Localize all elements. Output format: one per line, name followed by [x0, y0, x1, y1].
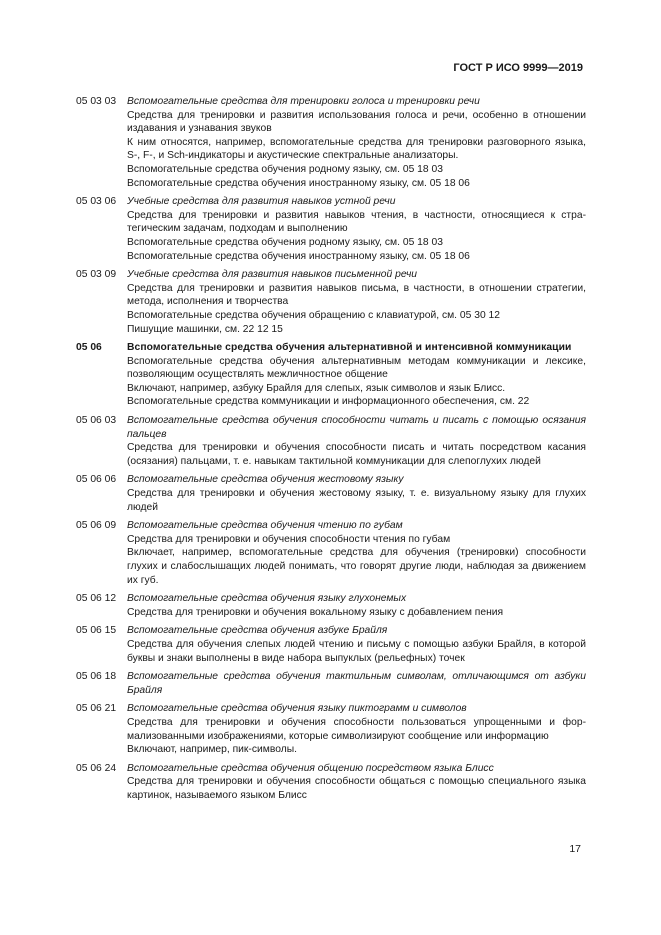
entry-paragraph: Средства для тренировки и обучения способности писать и читать посредством касания (осязания) пальцами, т. е. навыкам тактильной коммуникации для слепоглухих людей	[127, 442, 586, 467]
classification-entry	[76, 341, 586, 409]
entry-paragraph: Вспомогательные средства обучения обращению с клавиатурой, см. 05 30 12	[127, 309, 500, 321]
entry-title: Вспомогательные средства обучения жестовому языку	[127, 474, 404, 486]
entry-title: Учебные средства для развития навыков письменной речи	[127, 269, 418, 281]
entry-title: Вспомогательные средства обучения альтернативной и интенсивной коммуникации	[127, 342, 572, 354]
entry-body	[127, 95, 586, 190]
entry-title: Вспомогательные средства обучения языку пиктограмм и символов	[127, 703, 467, 715]
entry-body	[127, 473, 586, 514]
entry-paragraph: Средства для тренировки и обучения способности чтения по губам	[127, 533, 451, 545]
classification-entry	[76, 624, 586, 665]
entry-paragraph: Средства для обучения слепых людей чтению и письму с помощью азбуки Брайля, в которой буквы и знаки выполнены в виде набора выпуклых (рельефных) точек	[127, 638, 586, 664]
classification-entry	[76, 473, 586, 514]
entry-code: 05 06 24	[76, 762, 117, 774]
entry-body	[127, 702, 586, 756]
entry-paragraph: Средства для тренировки и развития навыков чтения, в частности, относящиеся к стратегическим задачам, подходам и выполнению	[127, 209, 586, 235]
entry-title: Учебные средства для развития навыков устной речи	[127, 196, 396, 208]
entry-paragraph: Включают, например, азбуку Брайля для слепых, язык символов и язык Блисс.	[127, 382, 506, 394]
entry-code: 05 06 12	[76, 593, 117, 605]
classification-entry	[76, 670, 586, 697]
classification-entry	[76, 592, 586, 619]
entry-title: Вспомогательные средства обучения тактильным символам, отличающимся от азбуки Брайля	[127, 671, 586, 696]
entry-title: Вспомогательные средства для тренировки голоса и тренировки речи	[127, 96, 480, 107]
classification-entry	[76, 268, 586, 336]
entry-paragraph: Включают, например, пик-символы.	[127, 744, 297, 756]
entry-code: 05 06	[76, 342, 102, 354]
entry-paragraph: Вспомогательные средства обучения альтернативным методам коммуникации и лексике, позволяющим осуществлять межличностное общение	[127, 355, 586, 381]
entry-code: 05 06 18	[76, 671, 117, 683]
entry-paragraph: К ним относятся, например, вспомогательные средства для тренировки разговорного языка, S-, F-, и Sch-индикаторы и акустические спектральные анализаторы.	[127, 136, 586, 162]
entry-paragraph: Пишущие машинки, см. 22 12 15	[127, 323, 283, 335]
entry-paragraph: Вспомогательные средства обучения родному языку, см. 05 18 03	[127, 236, 443, 248]
classification-entry	[76, 702, 586, 756]
entry-body	[127, 624, 586, 665]
entry-body	[127, 268, 586, 336]
entry-paragraph: Вспомогательные средства обучения иностранному языку, см. 05 18 06	[127, 177, 470, 189]
classification-entry	[76, 414, 586, 468]
entry-body	[127, 519, 586, 587]
page-number: 17	[569, 843, 581, 855]
document-body	[76, 95, 586, 808]
entry-title: Вспомогательные средства обучения способности читать и писать с помощью осязания пальцев	[127, 415, 586, 440]
entry-paragraph: Средства для тренировки и развития навыков письма, в частности, в отношении стратегии, метода, исполнения и творчества	[127, 282, 586, 308]
entry-body	[127, 195, 586, 263]
entry-body	[127, 592, 586, 619]
entry-paragraph: Средства для тренировки и обучения способности общаться с помощью специального языка картинок, называемого языком Блисс	[127, 776, 586, 801]
classification-entry	[76, 762, 586, 803]
entry-code: 05 06 15	[76, 625, 117, 637]
entry-paragraph: Средства для тренировки и обучения жестовому языку, т. е. визуальному языку для глухих людей	[127, 488, 586, 513]
entry-paragraph: Включает, например, вспомогательные средства для обучения (тренировки) способности глухих и слабослышащих людей понимать, что говорят другие люди, наблюдая за движением их губ.	[127, 547, 586, 586]
entry-paragraph: Вспомогательные средства коммуникации и информационного обеспечения, см. 22	[127, 396, 530, 408]
entry-paragraph: Средства для тренировки и развития использования голоса и речи, особенно в отношении издавания и узнавания звуков	[127, 109, 586, 135]
entry-body	[127, 414, 586, 468]
entry-title: Вспомогательные средства обучения языку глухонемых	[127, 593, 407, 605]
entry-code: 05 03 09	[76, 269, 117, 281]
classification-entry	[76, 195, 586, 263]
entry-code: 05 06 21	[76, 703, 117, 715]
entry-paragraph: Вспомогательные средства обучения иностранному языку, см. 05 18 06	[127, 250, 470, 262]
classification-entry	[76, 519, 586, 587]
entry-paragraph: Средства для тренировки и обучения вокальному языку с добавлением пения	[127, 606, 504, 618]
entry-code: 05 03 06	[76, 196, 117, 208]
entry-body	[127, 670, 586, 697]
entry-title: Вспомогательные средства обучения чтению по губам	[127, 520, 403, 532]
entry-body	[127, 341, 586, 409]
entry-code: 05 06 03	[76, 415, 117, 427]
entry-paragraph: Средства для тренировки и обучения способности пользоваться упрощенными и формализованными изображениями, которые символизируют сообщение или информацию	[127, 716, 586, 742]
entry-body	[127, 762, 586, 803]
entry-code: 05 03 03	[76, 96, 117, 107]
classification-entry	[76, 95, 586, 190]
entry-code: 05 06 09	[76, 520, 117, 532]
entry-code: 05 06 06	[76, 474, 117, 486]
entry-title: Вспомогательные средства обучения общению посредством языка Блисс	[127, 762, 494, 774]
entry-paragraph: Вспомогательные средства обучения родному языку, см. 05 18 03	[127, 163, 443, 175]
document-header: ГОСТ Р ИСО 9999—2019	[453, 62, 583, 74]
entry-title: Вспомогательные средства обучения азбуке Брайля	[127, 625, 388, 637]
